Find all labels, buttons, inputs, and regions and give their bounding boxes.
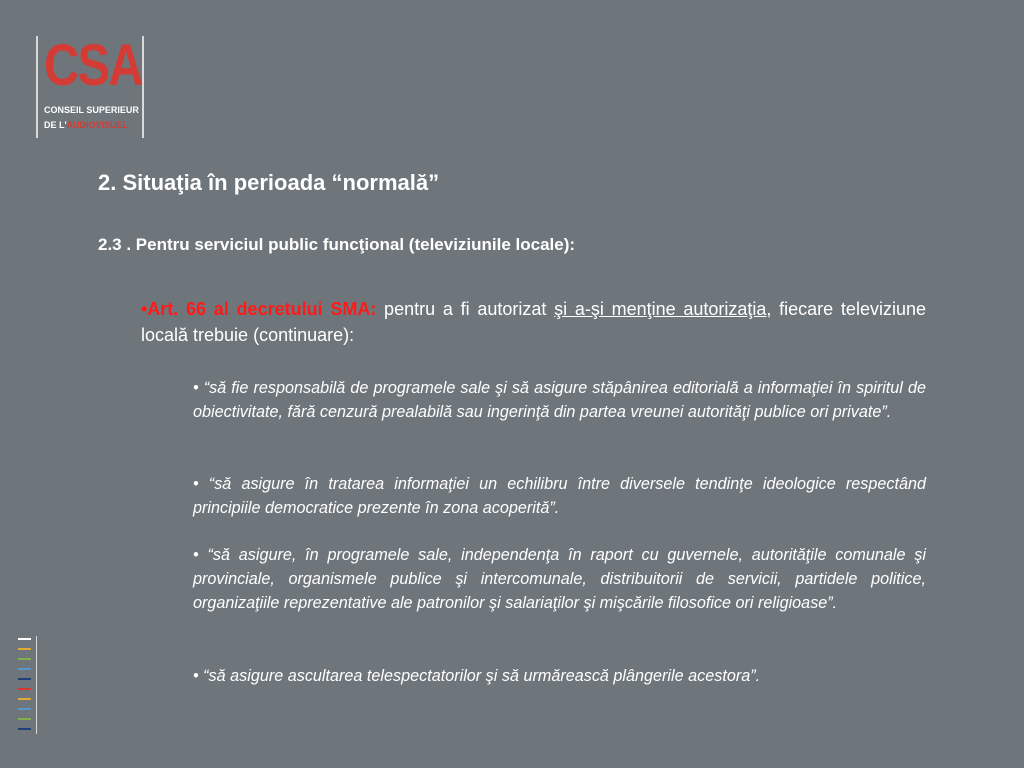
logo-divider-left <box>36 36 38 138</box>
decor-line <box>18 658 31 660</box>
logo-line-2-suffix: AUDIOVISUEL <box>66 120 129 130</box>
article-text-b: , fiecare televiziune locală trebuie (continuare): <box>141 299 926 345</box>
decor-line <box>18 728 31 730</box>
bullet-item-3: • “să asigure, în programele sale, independenţa în raport cu guvernele, autorităţile comunale şi provinciale, organismele publice şi intercomunale, distribuitorii de servicii, partidele politice, organizaţiile reprezentative ale patronilor şi salariaţilor şi mişcările filosofice ori religioase”. <box>193 546 926 612</box>
logo-line-2 <box>44 120 128 131</box>
article-text-underlined: şi a-şi menţine autorizaţia <box>554 299 767 319</box>
bullet-item-1: • “să fie responsabilă de programele sale şi să asigure stăpânirea editorială a informaţiei în spiritul de obiectivitate, fără cenzură prealabilă sau ingerinţă din partea vreunei autorităţi publice ori private”. <box>193 379 926 421</box>
decor-divider <box>36 636 37 734</box>
decor-line <box>18 688 31 690</box>
decor-line <box>18 648 31 650</box>
decor-line <box>18 638 31 640</box>
slide-subtitle: 2.3 . Pentru serviciul public funcţional (televiziunile locale): <box>98 235 576 254</box>
decorative-color-lines <box>18 636 36 734</box>
slide-title: 2. Situaţia în perioada “normală” <box>98 170 440 195</box>
bullet-item-2: • “să asigure în tratarea informaţiei un echilibru între diversele tendinţe ideologice respectând principiile democratice prezente în zona acoperită”. <box>193 475 926 517</box>
logo-mark: CSA <box>44 33 142 98</box>
article-text-a: pentru a fi autorizat <box>376 299 555 319</box>
decor-line <box>18 718 31 720</box>
decor-line <box>18 708 31 710</box>
logo-divider-right <box>142 36 144 138</box>
decor-line <box>18 698 31 700</box>
bullet-item-4: • “să asigure ascultarea telespectatorilor şi să urmărească plângerile acestora”. <box>193 667 761 685</box>
logo-line-2-prefix: DE L' <box>44 120 67 130</box>
csa-logo <box>36 33 144 138</box>
decor-line <box>18 678 31 680</box>
article-reference: •Art. 66 al decretului SMA: <box>141 299 377 319</box>
article-paragraph <box>141 296 926 348</box>
logo-line-1: CONSEIL SUPERIEUR <box>44 105 139 115</box>
decor-line <box>18 668 31 670</box>
